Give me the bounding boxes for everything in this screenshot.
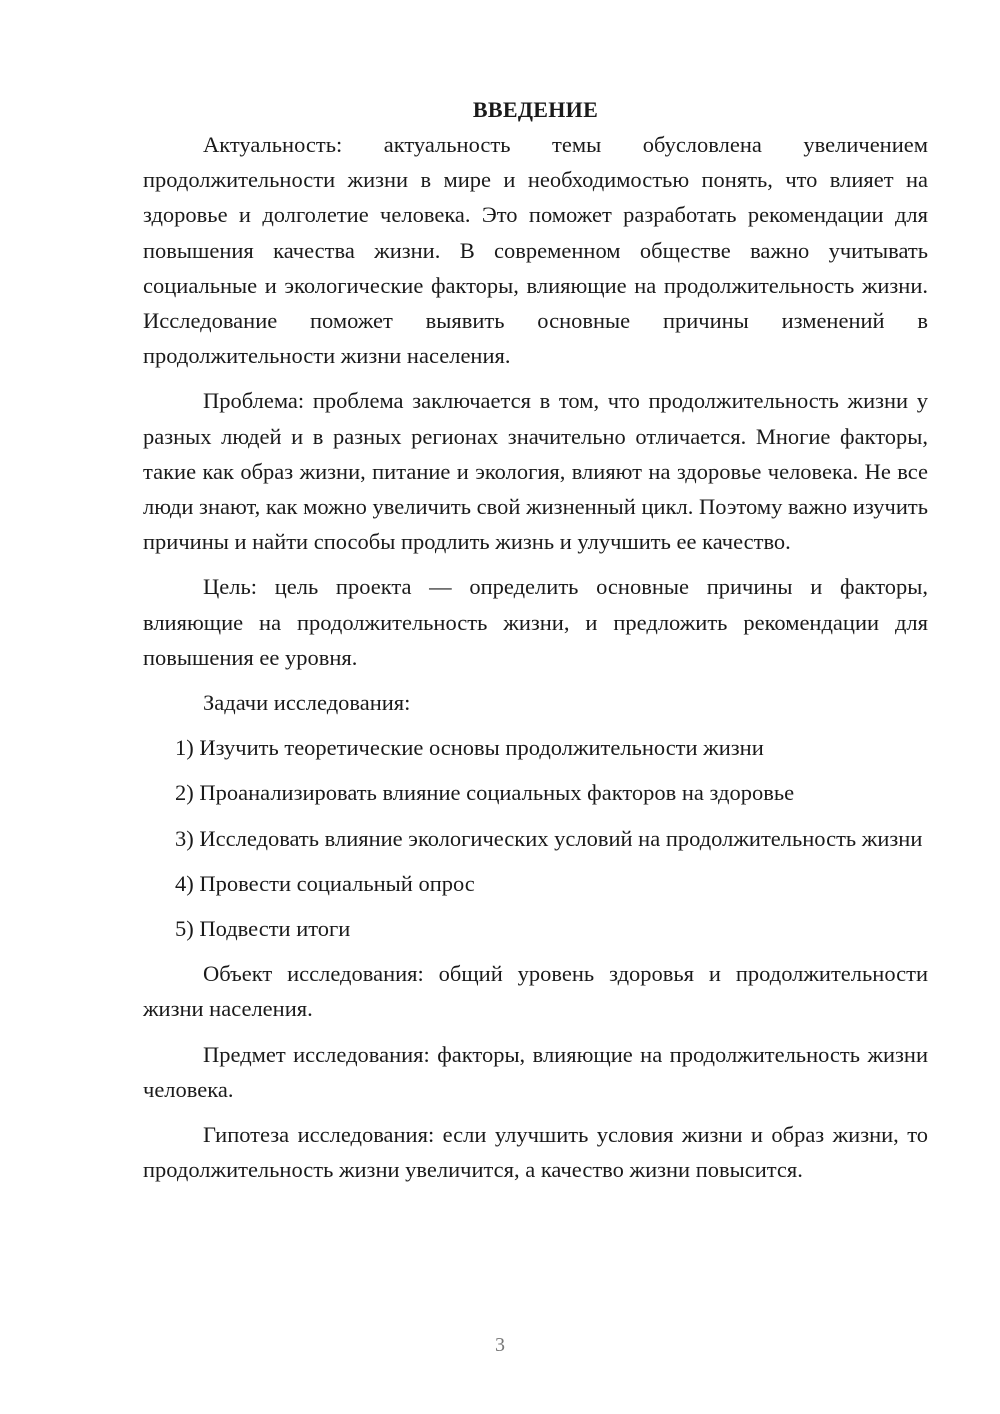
task-item: 2) Проанализировать влияние социальных факторов на здоровье: [175, 780, 795, 806]
page-number: 3: [495, 1334, 505, 1356]
tasks-heading: Задачи исследования:: [203, 690, 411, 716]
paragraph-problem: Проблема: проблема заключается в том, что продолжительность жизни у разных людей и в разных регионах значительно отличается. Многие факторы, такие как образ жизни, питание и экология, влияют на здоровье человека. Не все люди знают, как можно увеличить свой жизненный цикл. Поэтому важно изучить причины и найти способы продлить жизнь и улучшить ее качество.: [143, 388, 928, 555]
paragraph-hypothesis: Гипотеза исследования: если улучшить условия жизни и образ жизни, то продолжительность жизни увеличится, а качество жизни повысится.: [143, 1122, 928, 1183]
document-page: [143, 92, 928, 1197]
tasks-list: [143, 730, 928, 946]
paragraph-object: Объект исследования: общий уровень здоровья и продолжительности жизни населения.: [143, 961, 928, 1022]
task-item: 4) Провести социальный опрос: [175, 870, 475, 896]
task-item: 3) Исследовать влияние экологических условий на продолжительность жизни: [175, 825, 923, 851]
section-title: ВВЕДЕНИЕ: [472, 97, 599, 122]
paragraph-goal: Цель: цель проекта — определить основные причины и факторы, влияющие на продолжительность жизни, и предложить рекомендации для повышения ее уровня.: [143, 574, 928, 670]
task-item: 1) Изучить теоретические основы продолжительности жизни: [175, 735, 764, 761]
paragraph-subject: Предмет исследования: факторы, влияющие на продолжительность жизни человека.: [143, 1041, 928, 1102]
paragraph-relevance: Актуальность: актуальность темы обусловлена увеличением продолжительности жизни в мире и необходимостью понять, что влияет на здоровье и долголетие человека. Это поможет разработать рекомендации для повышения качества жизни. В современном обществе важно учитывать социальные и экологические факторы, влияющие на продолжительность жизни. Исследование поможет выявить основные причины изменений в продолжительности жизни населения.: [143, 132, 928, 369]
task-item: 5) Подвести итоги: [175, 916, 351, 942]
